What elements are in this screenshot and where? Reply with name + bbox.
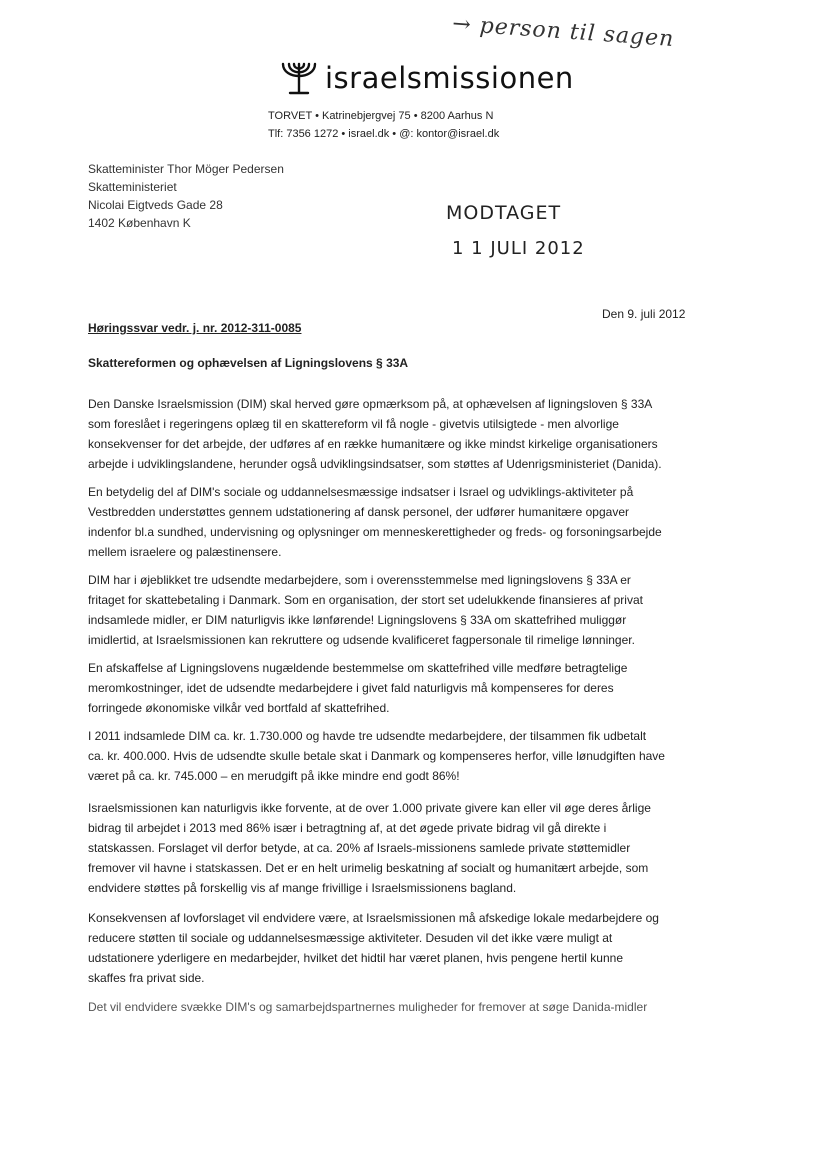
paragraph-line: I 2011 indsamlede DIM ca. kr. 1.730.000 og havde tre udsendte medarbejdere, der tilsammen fik udbetalt xyxy=(88,729,647,743)
received-stamp-date: 1 1 JULI 2012 xyxy=(452,238,585,259)
paragraph-line: som foreslået i regeringens oplæg til en skattereform vil få nogle - givetvis utilsigtede - men alvorlige xyxy=(88,417,619,431)
handwritten-note: → person til sagen xyxy=(451,11,676,53)
letterhead-address: TORVET • Katrinebjergvej 75 • 8200 Aarhus N xyxy=(268,110,494,122)
recipient-line: Skatteminister Thor Möger Pedersen xyxy=(88,162,284,176)
paragraph-line: imidlertid, at Israelsmissionen kan rekruttere og udsende kvalificeret fagpersonale til rimelige lønninger. xyxy=(88,633,635,647)
letter-date: Den 9. juli 2012 xyxy=(602,307,686,321)
recipient-block xyxy=(88,160,284,232)
letterhead-logo xyxy=(275,58,575,98)
letter-heading: Skattereformen og ophævelsen af Ligningslovens § 33A xyxy=(88,356,409,370)
paragraph-line: fritaget for skattebetaling i Danmark. Som en organisation, der stort set udelukkende finansieres af privat xyxy=(88,593,643,607)
paragraph-line: reducere støtten til sociale og uddannelsesmæssige aktiviteter. Desuden vil det ikke være muligt at xyxy=(88,931,613,945)
paragraph-line: statskassen. Forslaget vil derfor betyde, at ca. 20% af Israels-missionens samlede private støttemidler xyxy=(88,841,631,855)
letterhead-contact: Tlf: 7356 1272 • israel.dk • @: kontor@israel.dk xyxy=(268,128,500,140)
paragraph-line: meromkostninger, idet de udsendte medarbejdere i givet fald naturligvis må kompenseres for deres xyxy=(88,681,614,695)
paragraph-line: udstationere yderligere en medarbejder, hvilket det hidtil har været planen, hvis pengene hertil kunne xyxy=(88,951,623,965)
body-paragraph xyxy=(88,997,748,1017)
paragraph-line: Konsekvensen af lovforslaget vil endvidere være, at Israelsmissionen må afskedige lokale medarbejdere og xyxy=(88,911,659,925)
paragraph-line: Vestbredden understøttes gennem udstationering af dansk personel, der udfører humanitære opgaver xyxy=(88,505,629,519)
body-paragraph xyxy=(88,726,748,786)
recipient-line: Nicolai Eigtveds Gade 28 xyxy=(88,198,223,212)
paragraph-line: skaffes fra privat side. xyxy=(88,971,205,985)
paragraph-line: konsekvenser for det arbejde, der udføres af en række humanitære og ikke mindst kirkelige organisationers xyxy=(88,437,658,451)
paragraph-line: arbejde i udviklingslandene, herunder også udviklingsindsatser, som støttes af Udenrigsministeriet (Danida). xyxy=(88,457,662,471)
paragraph-line: bidrag til arbejdet i 2013 med 86% især i betragtning af, at det øgede private bidrag vil gå direkte i xyxy=(88,821,607,835)
paragraph-line: forringede økonomiske vilkår ved bortfald af skattefrihed. xyxy=(88,701,390,715)
paragraph-line: været på ca. kr. 745.000 – en merudgift på ikke mindre end godt 86%! xyxy=(88,769,460,783)
body-paragraph xyxy=(88,798,748,898)
paragraph-line: DIM har i øjeblikket tre udsendte medarbejdere, som i overensstemmelse med ligningslovens § 33A er xyxy=(88,573,631,587)
letter-subject: Høringssvar vedr. j. nr. 2012-311-0085 xyxy=(88,321,302,335)
paragraph-line: Det vil endvidere svække DIM's og samarbejdspartnernes muligheder for fremover at søge Danida-midler xyxy=(88,1000,648,1014)
body-paragraph xyxy=(88,394,748,474)
paragraph-line: indenfor bl.a sundhed, undervisning og oplysninger om menneskerettigheder og freds- og forsoningsarbejde xyxy=(88,525,662,539)
paragraph-line: En afskaffelse af Ligningslovens nugældende bestemmelse om skattefrihed ville medføre betragtelige xyxy=(88,661,628,675)
paragraph-line: Den Danske Israelsmission (DIM) skal herved gøre opmærksom på, at ophævelsen af ligningsloven § 33A xyxy=(88,397,653,411)
paragraph-line: Israelsmissionen kan naturligvis ikke forvente, at de over 1.000 private givere kan eller vil øge deres årlige xyxy=(88,801,651,815)
paragraph-line: endvidere støttes på forskellig vis af mange frivillige i Israelsmissionens bagland. xyxy=(88,881,517,895)
body-paragraph xyxy=(88,908,748,988)
menorah-icon xyxy=(275,58,323,98)
paragraph-line: fremover vil havne i statskassen. Det er en helt urimelig beskatning af socialt og humanitært arbejde, som xyxy=(88,861,649,875)
received-stamp-label: MODTAGET xyxy=(446,202,562,224)
paragraph-line: indsamlede midler, er DIM naturligvis ikke lønførende! Ligningslovens § 33A om skattefrihed muliggør xyxy=(88,613,627,627)
recipient-line: Skatteministeriet xyxy=(88,180,177,194)
org-name: israelsmissionen xyxy=(325,61,574,95)
body-paragraph xyxy=(88,482,748,562)
body-paragraph xyxy=(88,570,748,650)
paragraph-line: En betydelig del af DIM's sociale og uddannelsesmæssige indsatser i Israel og udviklings-aktiviteter på xyxy=(88,485,634,499)
recipient-line: 1402 København K xyxy=(88,216,191,230)
body-paragraph xyxy=(88,658,748,718)
paragraph-line: mellem israelere og palæstinensere. xyxy=(88,545,282,559)
paragraph-line: ca. kr. 400.000. Hvis de udsendte skulle betale skat i Danmark og kompenseres herfor, ville lønudgiften have xyxy=(88,749,665,763)
